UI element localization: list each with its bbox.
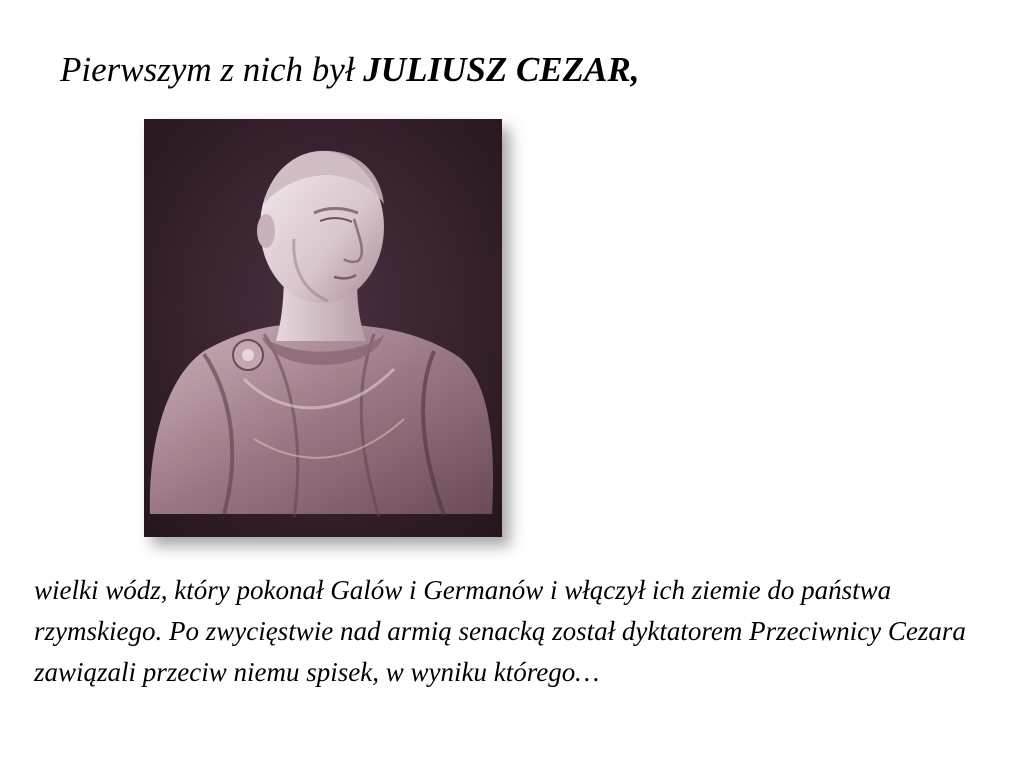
- title-name: JULIUSZ CEZAR,: [363, 50, 640, 89]
- slide-title: [60, 46, 639, 94]
- title-prefix: Pierwszym z nich był: [60, 50, 364, 89]
- bust-photo: [144, 119, 502, 537]
- slide-body-text: wielki wódz, który pokonał Galów i Germanów i włączył ich ziemie do państwa rzymskiego. Po zwycięstwie nad armią senacką został dyktatorem Przeciwnicy Cezara zawiązali przeciw niemu spisek, w wyniku którego…: [34, 575, 966, 687]
- bust-illustration: [144, 119, 502, 537]
